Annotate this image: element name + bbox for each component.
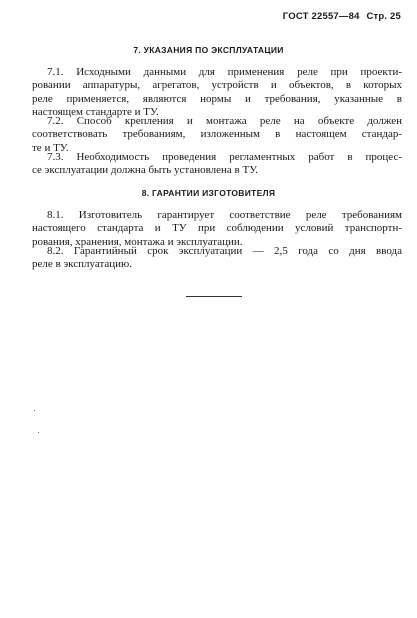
text-line: 7.1. Исходными данными для применения реле при проекти- [47, 66, 402, 78]
text-line: се эксплуатации должна быть установлена в ТУ. [32, 164, 258, 177]
text-line: ровании аппаратуры, агрегатов, устройств и объектов, в которых [32, 79, 402, 92]
section-7-title: 7. УКАЗАНИЯ ПО ЭКСПЛУАТАЦИИ [133, 45, 284, 55]
standard-number: ГОСТ 22557—84 [282, 11, 360, 22]
text-line: настоящего стандарта и ТУ при соблюдении условий транспортн- [32, 222, 402, 235]
paragraph-8-2 [32, 245, 402, 272]
paragraph-8-1 [32, 209, 402, 249]
end-rule [186, 296, 242, 297]
text-line: реле применяется, являются нормы и требования, указанные в [32, 92, 402, 105]
paragraph-7-1 [32, 66, 402, 119]
text-line: соответствовать требованиям, изложенным в настоящем стандар- [32, 128, 402, 141]
text-line: 7.2. Способ крепления и монтажа реле на объекте должен [47, 115, 402, 127]
text-line: те и ТУ. [32, 141, 69, 154]
section-8-title: 8. ГАРАНТИИ ИЗГОТОВИТЕЛЯ [141, 188, 276, 198]
text-line: 8.1. Изготовитель гарантирует соответствие реле требованиям [47, 209, 402, 221]
text-line: настоящем стандарте и ТУ. [32, 105, 159, 118]
paragraph-7-3 [32, 151, 402, 178]
text-line: рования, хранения, монтажа и эксплуатации. [32, 235, 243, 248]
paragraph-7-2 [32, 115, 402, 155]
text-line: 7.3. Необходимость проведения регламентных работ в процес- [47, 151, 402, 163]
text-line: реле в эксплуатацию. [32, 258, 133, 271]
scan-speck [38, 432, 39, 433]
scan-speck [34, 410, 35, 411]
page-number: Стр. 25 [366, 11, 401, 22]
text-line: 8.2. Гарантийный срок эксплуатации — 2,5 года со дня ввода [47, 245, 402, 257]
page-header [283, 11, 401, 22]
